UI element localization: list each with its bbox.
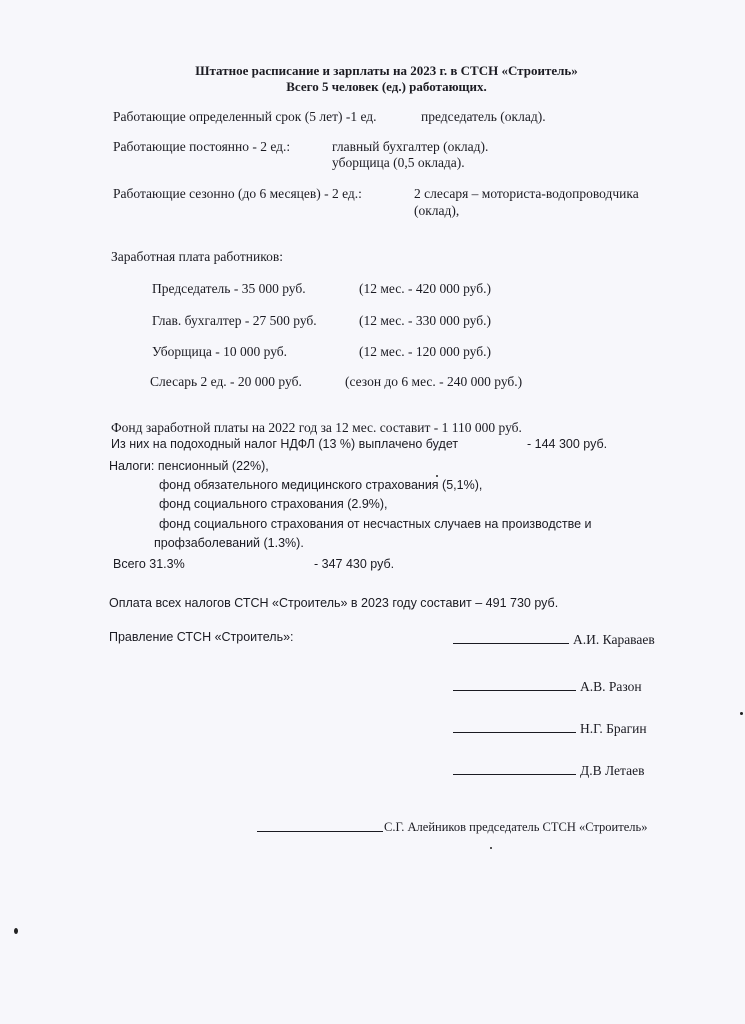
seasonal-position-1: 2 слесаря – моториста-водопроводчика — [414, 186, 639, 201]
salary-row-role: Слесарь 2 ед. - 20 000 руб. — [150, 374, 302, 389]
taxes-summary: Оплата всех налогов СТСН «Строитель» в 2023 году составит – 491 730 руб. — [109, 596, 559, 610]
salary-row-annual: (12 мес. - 420 000 руб.) — [359, 281, 491, 296]
scan-speck — [740, 712, 743, 715]
seasonal-label: Работающие сезонно (до 6 месяцев) - 2 ед.: — [113, 186, 362, 201]
salary-heading: Заработная плата работников: — [111, 249, 283, 264]
chairman-signature-line — [257, 821, 383, 832]
scan-speck — [490, 847, 492, 849]
taxes-total-label: Всего 31.3% — [113, 557, 185, 571]
signature-line — [453, 764, 576, 775]
board-member-name: А.В. Разон — [580, 679, 642, 694]
taxes-total-value: - 347 430 руб. — [314, 557, 395, 571]
board-member-name: Д.В Летаев — [580, 763, 645, 778]
permanent-label: Работающие постоянно - 2 ед.: — [113, 139, 291, 154]
taxes-intro: Налоги: пенсионный (22%), — [109, 459, 269, 473]
document-title: Штатное расписание и зарплаты на 2023 г. в СТСН «Строитель» — [195, 63, 578, 78]
tax-item: фонд обязательного медицинского страхования (5,1%), — [159, 478, 483, 492]
tax-item: профзаболеваний (1.3%). — [154, 536, 304, 550]
salary-row-annual: (12 мес. - 120 000 руб.) — [359, 344, 491, 359]
signature-line — [453, 722, 576, 733]
ndfl-label: Из них на подоходный налог НДФЛ (13 %) выплачено будет — [111, 437, 459, 451]
tax-item: фонд социального страхования (2.9%), — [159, 497, 388, 511]
board-member-name: А.И. Караваев — [573, 632, 655, 647]
board-member-name: Н.Г. Брагин — [580, 721, 647, 736]
scan-speck — [436, 475, 438, 477]
scan-speck — [14, 928, 18, 934]
salary-row-role: Глав. бухгалтер - 27 500 руб. — [152, 313, 317, 328]
document-subtitle: Всего 5 человек (ед.) работающих. — [286, 79, 487, 94]
fixed-term-label: Работающие определенный срок (5 лет) -1 ед. — [113, 109, 377, 124]
chairman-name: С.Г. Алейников председатель СТСН «Строитель» — [384, 820, 648, 834]
salary-row-role: Председатель - 35 000 руб. — [152, 281, 306, 296]
permanent-position-2: уборщица (0,5 оклада). — [332, 155, 465, 170]
permanent-position-1: главный бухгалтер (оклад). — [332, 139, 489, 154]
fixed-term-positions: председатель (оклад). — [421, 109, 546, 124]
salary-row-annual: (12 мес. - 330 000 руб.) — [359, 313, 491, 328]
tax-item: фонд социального страхования от несчастных случаев на производстве и — [159, 517, 592, 531]
seasonal-position-2: (оклад), — [414, 203, 460, 218]
salary-row-annual: (сезон до 6 мес. - 240 000 руб.) — [345, 374, 523, 389]
salary-row-role: Уборщица - 10 000 руб. — [152, 344, 288, 359]
fund-line: Фонд заработной платы на 2022 год за 12 мес. составит - 1 110 000 руб. — [111, 420, 522, 435]
board-label: Правление СТСН «Строитель»: — [109, 630, 294, 644]
signature-line — [453, 633, 569, 644]
ndfl-value: - 144 300 руб. — [527, 437, 608, 451]
signature-line — [453, 680, 576, 691]
